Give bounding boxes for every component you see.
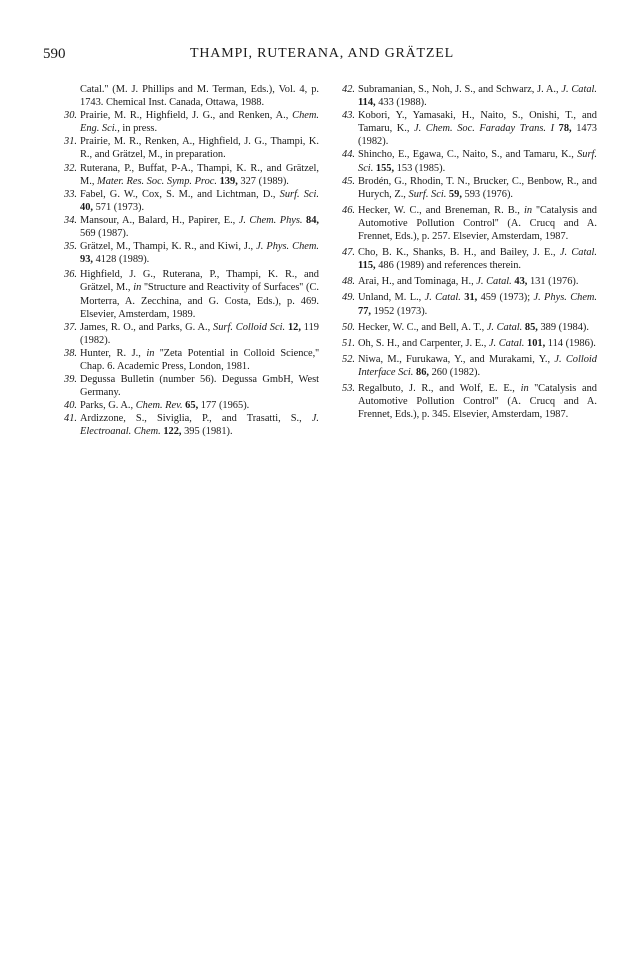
reference-text: J. Catal. (488, 337, 525, 349)
running-head: THAMPI, RUTERANA, AND GRÄTZEL (190, 46, 454, 61)
reference-text: 153 (1985). (394, 162, 446, 174)
reference-text: Grätzel, M., Thampi, K. R., and Kiwi, J., (80, 241, 257, 253)
reference-text: 155, (375, 162, 395, 174)
reference-text: ''Zeta Potential in Colloid Science,'' Chap. 6. Academic Press, London, 1981. (80, 347, 319, 372)
reference-number: 31. (64, 136, 77, 148)
reference-text: 31, (464, 292, 478, 304)
reference-text: 84, (306, 214, 319, 226)
reference-text: Oh, S. H., and Carpenter, J. E., (358, 337, 489, 349)
reference-number: 51. (342, 337, 355, 349)
reference-text: Cho, B. K., Shanks, B. H., and Bailey, J. E., (358, 247, 560, 259)
reference-text: 114, (358, 97, 376, 109)
reference-entry (335, 83, 597, 109)
reference-entry (335, 246, 597, 272)
reference-text: 59, (448, 188, 462, 200)
reference-text: 486 (1989) and references therein. (375, 260, 522, 272)
reference-text: in (523, 204, 533, 216)
reference-number: 50. (342, 321, 355, 333)
reference-entry (57, 214, 319, 240)
reference-text: 459 (1973); (477, 292, 534, 304)
reference-text: 119 (1982). (80, 321, 319, 346)
reference-text: 115, (358, 260, 376, 272)
reference-text: 43, (514, 276, 528, 288)
reference-entry (57, 399, 319, 412)
reference-entry (57, 321, 319, 347)
reference-text: J. Phys. Chem. (533, 292, 598, 304)
reference-number: 36. (64, 269, 77, 281)
reference-text: 12, (287, 321, 301, 333)
reference-entry (57, 347, 319, 373)
reference-text: Surf. Sci. (408, 188, 447, 200)
reference-text: Chem. Rev. (135, 400, 183, 412)
reference-entry (57, 83, 319, 109)
reference-number: 30. (64, 110, 77, 122)
page-header (43, 46, 601, 66)
reference-text: James, R. O., and Parks, G. A., (80, 321, 214, 333)
reference-text: 101, (527, 337, 546, 349)
reference-text: 433 (1988). (375, 97, 427, 109)
reference-text: Hecker, W. C., and Breneman, R. B., (358, 204, 524, 216)
reference-entry (335, 291, 597, 317)
reference-text: J. Electroanal. Chem. (80, 413, 319, 438)
reference-entry (335, 382, 597, 421)
reference-text: 571 (1973). (93, 201, 145, 213)
reference-text: Brodén, G., Rhodin, T. N., Brucker, C., Benbow, R., and Hurych, Z., (358, 175, 597, 200)
reference-text: Fabel, G. W., Cox, S. M., and Lichtman, D., (80, 188, 280, 200)
reference-text: J. Catal. (476, 276, 512, 288)
reference-number: 53. (342, 382, 355, 394)
reference-text: Regalbuto, J. R., and Wolf, E. E., (358, 382, 521, 394)
reference-text: Surf. Colloid Sci. (213, 321, 286, 333)
reference-text: J. Chem. Soc. Faraday Trans. I (414, 123, 555, 135)
reference-entry (335, 353, 597, 379)
reference-entry (335, 148, 597, 174)
reference-text: in (520, 382, 529, 394)
reference-number: 43. (342, 110, 355, 122)
reference-text: 40, (80, 201, 93, 213)
reference-text: J. Catal. (424, 292, 461, 304)
reference-number: 47. (342, 247, 355, 259)
reference-number: 32. (64, 162, 77, 174)
reference-text: 65, (185, 400, 199, 412)
reference-entry (335, 204, 597, 243)
reference-text: Hunter, R. J., (80, 347, 147, 359)
reference-text: J. Catal. (559, 247, 598, 259)
reference-number: 40. (64, 400, 77, 412)
reference-entry (335, 275, 597, 288)
reference-text: Chem. Eng. Sci. (80, 110, 319, 135)
reference-number: 38. (64, 347, 77, 359)
reference-text: ''Catalysis and Automotive Pollution Control'' (A. Crucq and A. Frennet, Eds.), p. 257. Elsevier, Amsterdam, 1987. (358, 204, 597, 243)
reference-entry (57, 240, 319, 266)
reference-text: J. Chem. Phys. (238, 214, 303, 226)
reference-text: 78, (558, 123, 572, 135)
reference-number: 34. (64, 214, 77, 226)
reference-text: Highfield, J. G., Ruterana, P., Thampi, K. R., and Grätzel, M., (80, 269, 319, 294)
reference-number: 41. (64, 413, 77, 425)
reference-number: 52. (342, 353, 355, 365)
reference-text: Prairie, M. R., Highfield, J. G., and Renken, A., (80, 110, 293, 122)
reference-text: Kobori, Y., Yamasaki, H., Naito, S., Onishi, T., and Tamaru, K., (358, 110, 597, 135)
reference-text: Unland, M. L., (358, 292, 425, 304)
reference-text: Catal.'' (M. J. Phillips and M. Terman, Eds.), Vol. 4, p. 1743. Chemical Inst. Canada, Ottawa, 1988. (80, 84, 319, 109)
reference-text: Prairie, M. R., Renken, A., Highfield, J. G., Thampi, K. R., and Grätzel, M., in preparation. (80, 136, 319, 161)
reference-entry (57, 135, 319, 161)
reference-number: 35. (64, 241, 77, 253)
reference-text: 395 (1981). (181, 426, 233, 438)
reference-entry (335, 337, 597, 350)
reference-text: 85, (524, 321, 538, 333)
reference-number: 46. (342, 204, 355, 216)
reference-text: 86, (416, 366, 430, 378)
reference-text: Surf. Sci. (279, 188, 319, 200)
reference-text: Niwa, M., Furukawa, Y., and Murakami, Y., (358, 353, 555, 365)
references-right-column (335, 83, 597, 421)
reference-text: 177 (1965). (198, 400, 250, 412)
reference-number: 48. (342, 276, 355, 288)
reference-text: Hecker, W. C., and Bell, A. T., (358, 321, 487, 333)
reference-text: Parks, G. A., (80, 400, 136, 412)
reference-number: 44. (342, 149, 355, 161)
reference-entry (57, 162, 319, 188)
reference-text: Ruterana, P., Buffat, P-A., Thampi, K. R., and Grätzel, M., (80, 162, 319, 187)
reference-text: 389 (1984). (537, 321, 589, 333)
reference-entry (57, 412, 319, 438)
reference-entry (57, 188, 319, 214)
reference-text: 327 (1989). (237, 175, 289, 187)
reference-number: 42. (342, 84, 355, 95)
reference-text: ''Catalysis and Automotive Pollution Control'' (A. Crucq and A. Frennet, Eds.), p. 345. Elsevier, Amsterdam, 1987. (358, 382, 597, 421)
reference-text: 77, (358, 305, 371, 317)
reference-text: 1473 (1982). (358, 123, 597, 148)
reference-text: Mansour, A., Balard, H., Papirer, E., (80, 214, 239, 226)
reference-text: Degussa Bulletin (number 56). Degussa GmbH, West Germany. (80, 374, 319, 399)
reference-number: 37. (64, 321, 77, 333)
reference-text: in (133, 282, 142, 294)
reference-text: in (146, 347, 155, 359)
reference-entry (335, 175, 597, 201)
reference-text: ''Structure and Reactivity of Surfaces'' (C. Morterra, A. Zecchina, and G. Costa, Eds.), p. 469. Elsevier, Amsterdam, 1989. (80, 282, 319, 320)
references-left-column (57, 83, 319, 439)
reference-text: Arai, H., and Tominaga, H., (358, 276, 477, 288)
reference-text: J. Colloid Interface Sci. (358, 353, 598, 378)
reference-number: 45. (342, 175, 355, 187)
reference-text: 4128 (1989). (93, 254, 150, 266)
reference-text: 122, (163, 426, 182, 438)
reference-entry (335, 109, 597, 148)
reference-text: Surf. Sci. (358, 149, 597, 174)
reference-text: 1952 (1973). (371, 305, 428, 317)
reference-text: 131 (1976). (527, 276, 579, 288)
reference-text: Mater. Res. Soc. Symp. Proc. (97, 175, 217, 187)
reference-text: Shincho, E., Egawa, C., Naito, S., and Tamaru, K., (358, 149, 578, 161)
reference-text: J. Catal. (486, 321, 523, 333)
reference-number: 39. (64, 374, 77, 386)
reference-entry (57, 268, 319, 320)
reference-text: 139, (219, 175, 238, 187)
reference-entry (57, 109, 319, 135)
reference-text: Subramanian, S., Noh, J. S., and Schwarz, J. A., (358, 84, 562, 95)
reference-text: J. Phys. Chem. (256, 241, 319, 253)
reference-text: 593 (1976). (461, 188, 514, 200)
reference-text: 569 (1987). (80, 228, 129, 240)
reference-entry (57, 373, 319, 399)
page-number: 590 (43, 46, 66, 62)
reference-text: Ardizzone, S., Siviglia, P., and Trasatti, S., (80, 413, 312, 425)
reference-text: 260 (1982). (429, 366, 481, 378)
reference-text: 93, (80, 254, 93, 266)
reference-text: , in press. (117, 123, 158, 135)
reference-text: J. Catal. (561, 84, 598, 95)
reference-number: 49. (342, 292, 355, 304)
reference-text: 114 (1986). (545, 337, 596, 349)
reference-number: 33. (64, 188, 77, 200)
reference-entry (335, 321, 597, 334)
